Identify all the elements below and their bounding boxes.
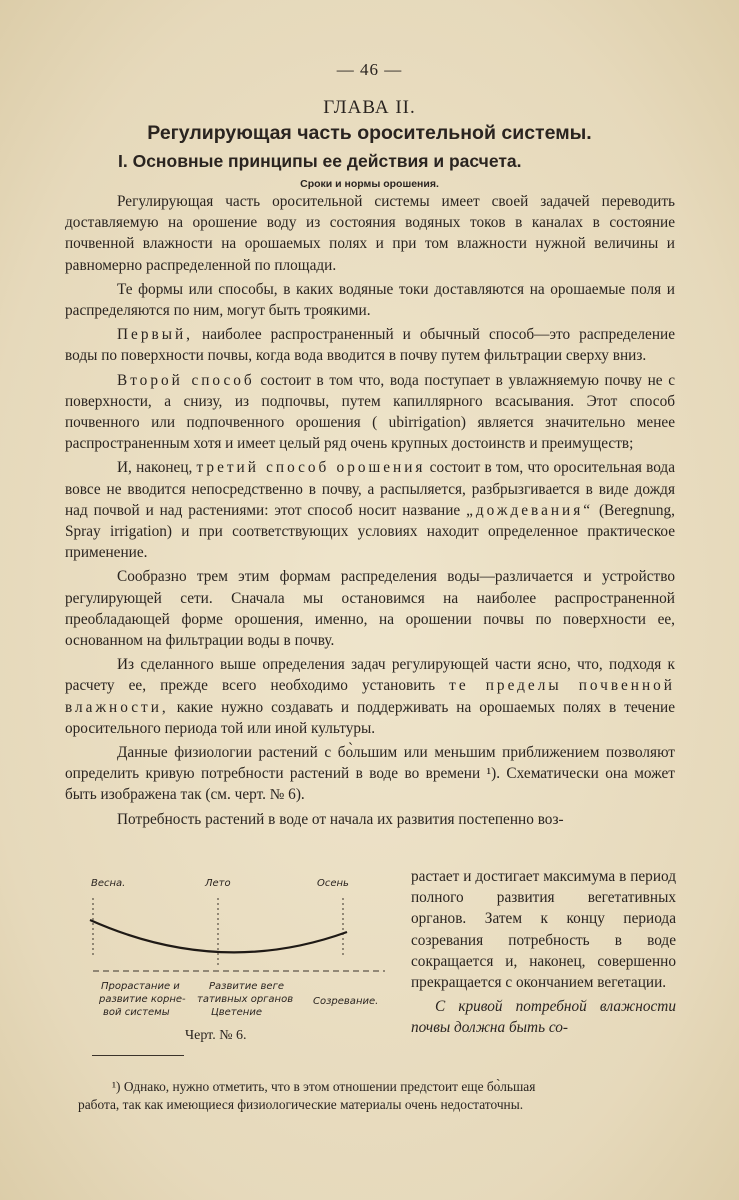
chapter-heading: ГЛАВА II.: [323, 97, 416, 118]
paragraph-9-first-line: Потребность растений в воде от начала их развития постепенно воз-: [117, 810, 564, 828]
paragraph-3: [65, 324, 675, 366]
curve-drawing: [85, 868, 395, 1048]
section-heading: I. Основные принципы ее действия и расчета.: [118, 151, 522, 171]
subsection-heading: Сроки и нормы орошения.: [300, 178, 439, 190]
label-spring: Весна.: [91, 878, 126, 889]
label-flowering: Цветение: [211, 1007, 262, 1018]
paragraph-2: Те формы или способы, в каких водяные токи доставляются на орошаемые поля и распределяются по ним, могут быть троякими.: [65, 280, 675, 320]
paragraph-4: [65, 370, 675, 455]
chapter-title: Регулирующая часть оросительной системы.: [147, 122, 592, 144]
paragraph-6: Сообразно трем этим формам распределения воды—различается и устройство регулирующей сети. Сначала мы остановимся на наиболее распространенной преобладающей форме орошения, именно, на орошении почвы по поверхности ее, основанном на фильтрации воды в почву.: [65, 568, 675, 650]
paragraph-7-text-b: какие нужно создавать и поддерживать на орошаемых полях в течение оросительного периода той или иной культуры.: [65, 698, 675, 737]
spaced-term: „дождевания“: [466, 501, 594, 519]
figure-caption: Черт. № 6.: [185, 1028, 247, 1043]
spaced-term: Первый,: [117, 326, 193, 344]
spaced-term: Второй способ: [117, 371, 255, 389]
paragraph-3-text: наиболее распространенный и обычный способ—это распределение воды по поверхности почвы, когда вода вводится в почву путем фильтрации сверху вниз.: [65, 326, 675, 365]
label-ripening: Созревание.: [313, 996, 379, 1007]
label-vegetative-2: тативных органов: [197, 994, 294, 1005]
footnote-rule: [92, 1055, 184, 1056]
footnote-line-1: ¹) Однако, нужно отметить, что в этом отношении предстоит еще бо̀льшая: [112, 1079, 536, 1094]
label-germination-3: вой системы: [103, 1007, 170, 1018]
label-autumn: Осень: [317, 878, 349, 889]
paragraph-5: [65, 457, 675, 563]
footnote-line-2: работа, так как имеющиеся физиологические материалы очень недостаточны.: [78, 1097, 524, 1112]
page-number: — 46 —: [336, 60, 403, 79]
paragraph-7-text-a: Из сделанного выше определения задач регулирующей части ясно, что, подходя к расчету ее, прежде всего необходимо установить: [65, 656, 675, 695]
paragraph-4-text: состоит в том что, вода поступает в увлажняемую почву не с поверхности, а снизу, из подпочвы, путем капиллярного всасывания. Этот способ почвенного или подпочвенного орошения ( ubirrigation) является значительно менее распространенным хотя и имеет целый ряд очень крупных достоинств и преимуществ;: [65, 371, 676, 453]
side-text-column: [411, 866, 676, 1039]
label-germination-1: Прорастание и: [101, 981, 180, 992]
side-italic-paragraph: С кривой потребной влажности почвы должна быть со-: [411, 998, 676, 1037]
side-paragraph: растает и достигает максимума в период полного развития вегетативных органов. Затем к концу периода созревания потребность в воде сокращается и, наконец, совершенно прекращается с окончанием вегетации.: [411, 868, 676, 992]
paragraph-8: Данные физиологии растений с бо̀льшим или меньшим приближением позволяют определить кривую потребности растений в воде во времени ¹). Схематически она может быть изображена так (см. черт. № 6).: [65, 744, 675, 804]
paragraph-5-text-a: И, наконец,: [117, 459, 197, 477]
paragraph-5-text-b: состоит в том, что оросительная вода вовсе не вводится непосредственно в почву, а распыляется, разбрызгивается в виде дождя над почвой и над растениями: этот способ носит название: [65, 459, 675, 519]
figure-water-demand-curve: [85, 868, 395, 1048]
spaced-term: третий способ орошения: [196, 459, 426, 477]
label-vegetative-1: Развитие веге: [209, 981, 284, 992]
body-text: [65, 191, 675, 833]
spaced-term: те пределы почвенной влажности,: [65, 677, 675, 716]
paragraph-7: [65, 654, 675, 739]
paragraph-1: Регулирующая часть оросительной системы имеет своей задачей переводить доставляемую на орошение воду из состояния водяных токов в каналах в состояние почвенной влажности на орошаемых полях и при том влажности нужной величины и равномерно распределенной по площади.: [65, 193, 675, 274]
paragraph-5-text-c: (Beregnung, Spray irrigation) и при соответствующих условиях находит определенное практическое применение.: [65, 501, 675, 562]
label-summer: Лето: [205, 878, 231, 889]
footnote: [78, 1078, 674, 1114]
label-germination-2: развитие корне-: [99, 994, 186, 1005]
